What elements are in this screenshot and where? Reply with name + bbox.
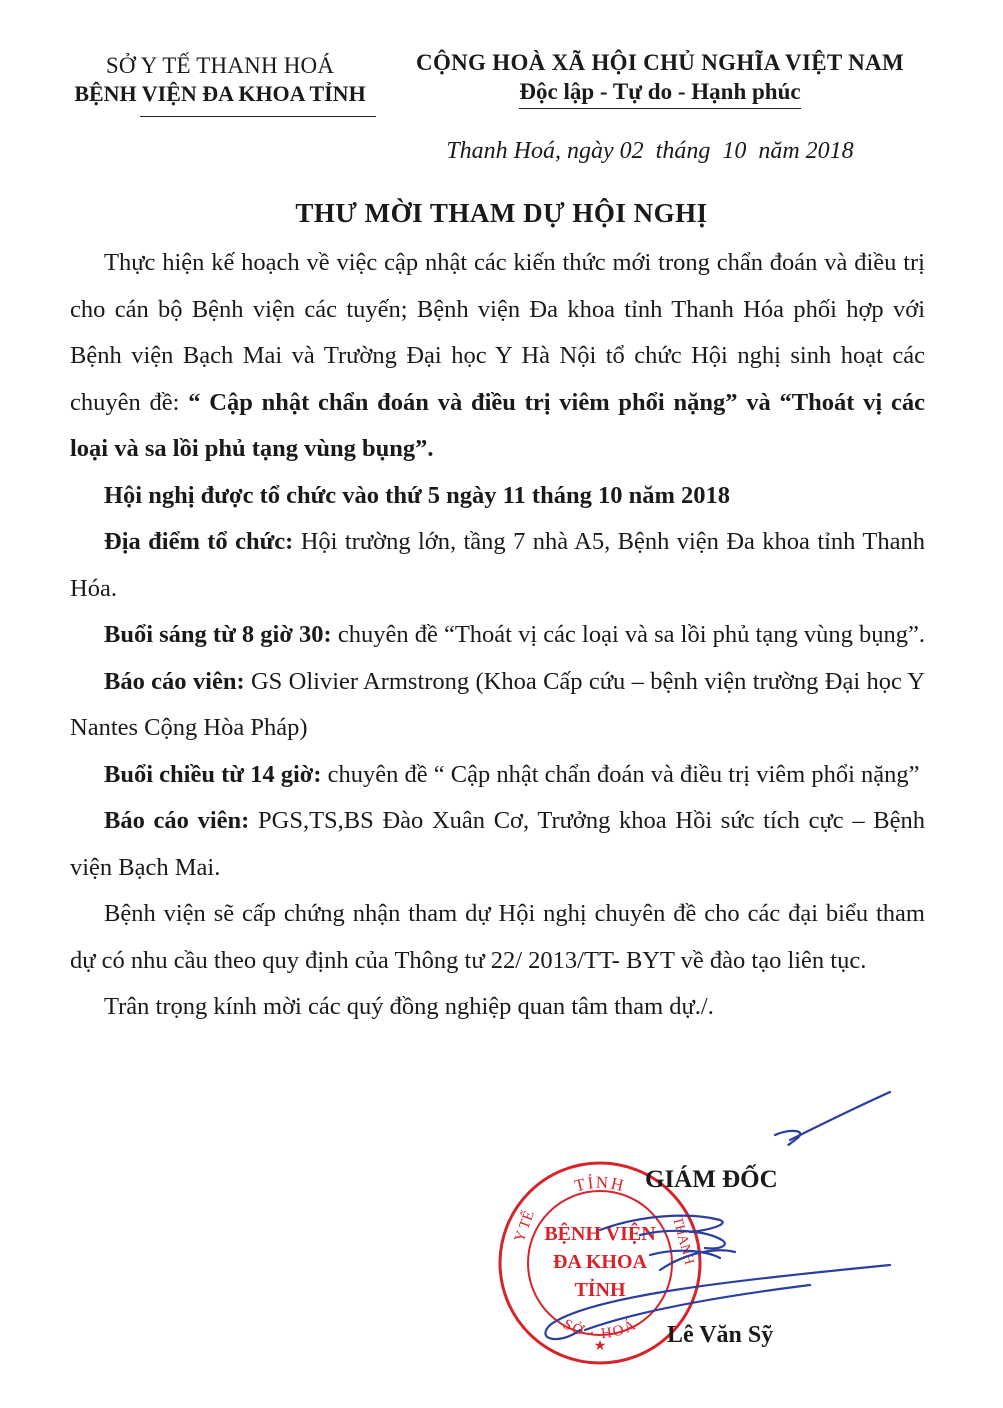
afternoon-speaker-value: PGS,TS,BS Đào Xuân Cơ, Trưởng khoa Hồi sức tích cực – Bệnh viện Bạch Mai. bbox=[70, 807, 925, 881]
morning-label: Buổi sáng từ 8 giờ 30: bbox=[104, 621, 332, 648]
morning-speaker-value: GS Olivier Armstrong (Khoa Cấp cứu – bệnh viện trường Đại học Y Nantes Cộng Hòa Pháp) bbox=[70, 667, 925, 741]
intro-topics: “ Cập nhật chẩn đoán và điều trị viêm phổi nặng” và “Thoát vị các loại và sa lồi phủ tạng vùng bụng”. bbox=[70, 388, 925, 462]
seal-ring-bottom: SỞ · HOÁ bbox=[560, 1316, 640, 1343]
morning-paragraph bbox=[70, 612, 925, 659]
afternoon-label: Buổi chiều từ 14 giờ: bbox=[104, 760, 322, 788]
afternoon-speaker-label: Báo cáo viên: bbox=[104, 807, 250, 834]
afternoon-value: chuyên đề “ Cập nhật chẩn đoán và điều trị viêm phổi nặng” bbox=[321, 760, 920, 788]
conference-date: Hội nghị được tổ chức vào thứ 5 ngày 11 tháng 10 năm 2018 bbox=[104, 481, 731, 509]
department-name: SỞ Y TẾ THANH HOÁ bbox=[105, 53, 335, 78]
seal-ring-top: TỈNH bbox=[572, 1172, 628, 1196]
document-body bbox=[70, 240, 925, 1031]
morning-value: chuyên đề “Thoát vị các loại và sa lồi phủ tạng vùng bụng”. bbox=[331, 621, 925, 648]
seal-star-icon: ★ bbox=[593, 1339, 607, 1354]
morning-speaker-paragraph bbox=[70, 659, 925, 752]
header-left bbox=[60, 52, 380, 108]
closing-paragraph: Trân trọng kính mời các quý đồng nghiệp quan tâm tham dự./. bbox=[104, 993, 714, 1020]
svg-text:TỈNH bbox=[573, 1173, 628, 1196]
intro-text: Thực hiện kế hoạch về việc cập nhật các kiến thức mới trong chẩn đoán và điều trị cho cán bộ Bệnh viện các tuyến; Bệnh viện Đa khoa tỉnh Thanh Hóa phối hợp với Bệnh viện Bạch Mai và Trường Đại học Y Hà Nội tổ chức Hội nghị sinh hoạt các chuyên đề: bbox=[70, 249, 925, 416]
seal-line1: BỆNH VIỆN bbox=[544, 1223, 656, 1245]
seal-ring-left: Y TẾ bbox=[511, 1208, 538, 1245]
morning-speaker-label: Báo cáo viên: bbox=[104, 667, 245, 695]
venue-paragraph bbox=[70, 519, 925, 612]
seal-line3: TỈNH bbox=[574, 1279, 626, 1301]
signatory-name: Lê Văn Sỹ bbox=[667, 1322, 774, 1348]
certificate-paragraph: Bệnh viện sẽ cấp chứng nhận tham dự Hội nghị chuyên đề cho các đại biểu tham dự có nhu cầu theo quy định của Thông tư 22/ 2013/TT- BYT về đào tạo liên tục. bbox=[70, 900, 925, 974]
seal-ring-right: THANH bbox=[669, 1215, 697, 1267]
intro-paragraph bbox=[70, 240, 925, 473]
afternoon-paragraph bbox=[70, 752, 925, 799]
venue-label: Địa điểm tổ chức: bbox=[104, 528, 294, 555]
venue-value: Hội trường lớn, tầng 7 nhà A5, Bệnh viện Đa khoa tỉnh Thanh Hóa. bbox=[70, 528, 925, 602]
document-title: THƯ MỜI THAM DỰ HỘI NGHỊ bbox=[295, 198, 708, 228]
place-date: Thanh Hoá, ngày 02 tháng 10 năm 2018 bbox=[446, 138, 854, 164]
header-left-underline bbox=[140, 116, 376, 117]
country-name: CỘNG HOÀ XÃ HỘI CHỦ NGHĨA VIỆT NAM bbox=[416, 50, 904, 75]
conference-date-paragraph bbox=[70, 473, 925, 520]
hospital-name: BỆNH VIỆN ĐA KHOA TỈNH bbox=[74, 81, 366, 106]
afternoon-speaker-paragraph bbox=[70, 798, 925, 891]
seal-line2: ĐA KHOA bbox=[553, 1251, 647, 1273]
header-right bbox=[395, 48, 925, 109]
motto: Độc lập - Tự do - Hạnh phúc bbox=[519, 78, 800, 109]
signatory-title: GIÁM ĐỐC bbox=[645, 1166, 778, 1193]
